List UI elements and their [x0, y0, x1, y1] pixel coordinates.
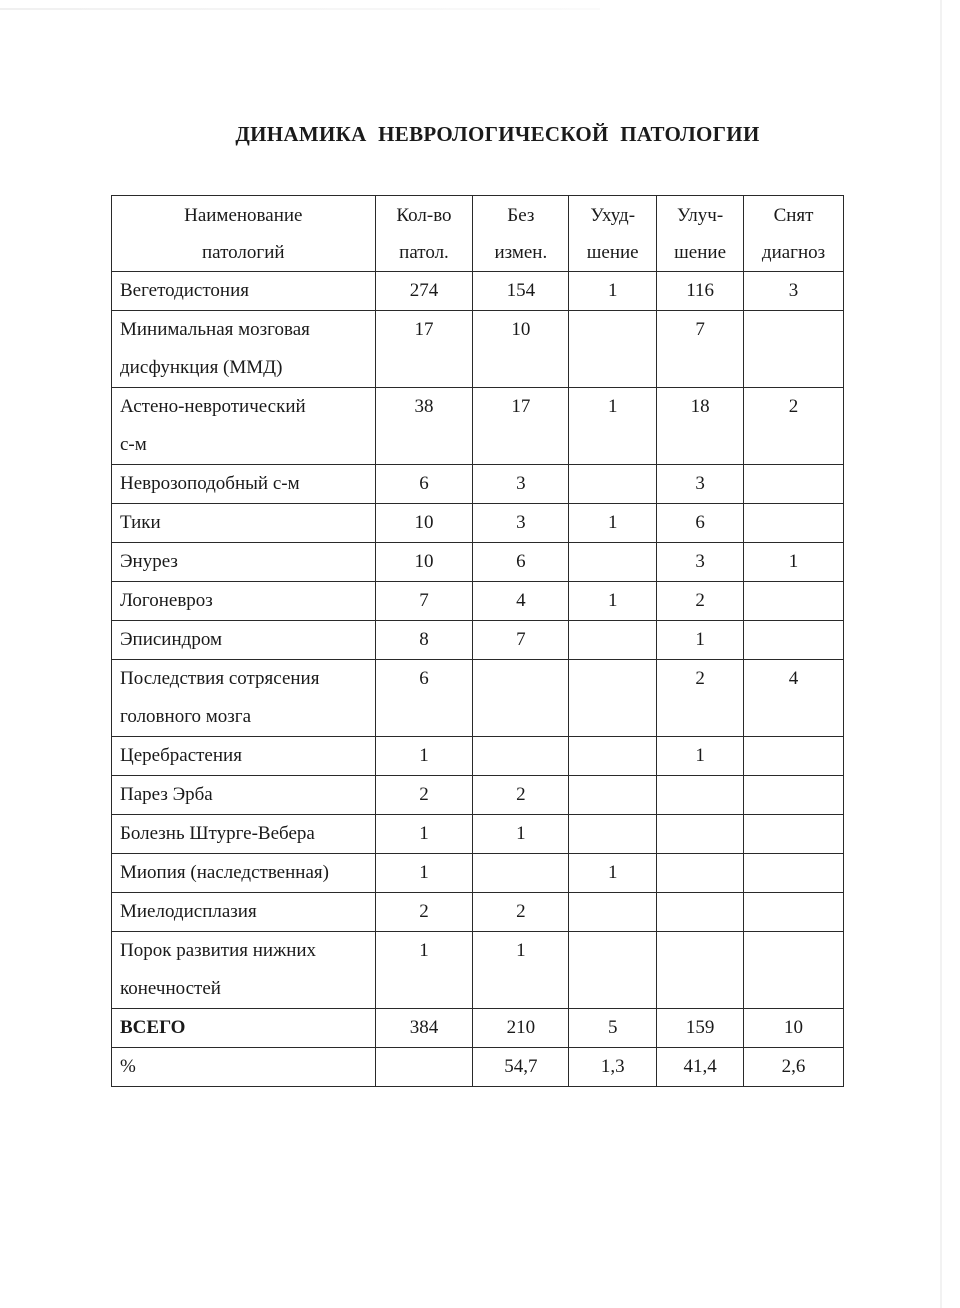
cell-pathology-name: [112, 932, 376, 1009]
cell-pathology-name: [112, 1048, 376, 1087]
table-row: [112, 311, 844, 388]
cell-no-change: 210: [473, 1009, 569, 1048]
cell-name-line: дисфункция (ММД): [120, 357, 283, 378]
cell-pathology-name: [112, 776, 376, 815]
cell-removed: [744, 737, 844, 776]
table-row: [112, 388, 844, 465]
cell-pathology-name: [112, 737, 376, 776]
cell-removed: 2: [744, 388, 844, 465]
cell-no-change: 6: [473, 543, 569, 582]
cell-removed: [744, 311, 844, 388]
cell-worse: [569, 893, 657, 932]
cell-better: [657, 776, 744, 815]
cell-count: 1: [375, 815, 473, 854]
cell-count: 1: [375, 737, 473, 776]
cell-pathology-name: [112, 893, 376, 932]
cell-name-line: Последствия сотрясения: [120, 668, 320, 689]
cell-better: [657, 815, 744, 854]
cell-better: 6: [657, 504, 744, 543]
cell-count: 274: [375, 272, 473, 311]
table-row: [112, 660, 844, 737]
cell-name-line: с-м: [120, 434, 147, 455]
cell-no-change: 154: [473, 272, 569, 311]
cell-removed: 4: [744, 660, 844, 737]
cell-no-change: 10: [473, 311, 569, 388]
cell-no-change: 3: [473, 465, 569, 504]
cell-better: [657, 854, 744, 893]
cell-worse: 1: [569, 388, 657, 465]
cell-removed: [744, 893, 844, 932]
cell-pathology-name: [112, 1009, 376, 1048]
cell-worse: [569, 543, 657, 582]
table-row: [112, 272, 844, 311]
cell-worse: 1: [569, 504, 657, 543]
cell-better: 159: [657, 1009, 744, 1048]
cell-worse: [569, 465, 657, 504]
cell-removed: [744, 932, 844, 1009]
table-row: [112, 1009, 844, 1048]
cell-count: 6: [375, 660, 473, 737]
cell-worse: [569, 311, 657, 388]
cell-better: [657, 932, 744, 1009]
table-row: [112, 621, 844, 660]
cell-name-line: Логоневроз: [120, 590, 213, 611]
page-title: ДИНАМИКА НЕВРОЛОГИЧЕСКОЙ ПАТОЛОГИИ: [235, 122, 760, 146]
table-row: [112, 854, 844, 893]
cell-count: 10: [375, 504, 473, 543]
header-removed: Снят диагноз: [744, 196, 844, 272]
cell-worse: 1,3: [569, 1048, 657, 1087]
cell-name-line: ВСЕГО: [120, 1017, 186, 1038]
table-row: [112, 776, 844, 815]
table-row: [112, 504, 844, 543]
cell-pathology-name: [112, 465, 376, 504]
scan-edge-right: [940, 0, 942, 1308]
cell-name-line: Миопия (наследственная): [120, 862, 329, 883]
cell-removed: [744, 776, 844, 815]
cell-pathology-name: [112, 660, 376, 737]
cell-no-change: [473, 854, 569, 893]
cell-no-change: 4: [473, 582, 569, 621]
pathology-table: [111, 195, 844, 1087]
cell-name-line: головного мозга: [120, 706, 252, 727]
cell-count: [375, 1048, 473, 1087]
cell-removed: [744, 504, 844, 543]
cell-no-change: 2: [473, 893, 569, 932]
header-name: Наименование патологий: [112, 196, 376, 272]
table-header-row: [112, 196, 844, 272]
cell-count: 2: [375, 776, 473, 815]
cell-name-line: Энурез: [120, 551, 178, 572]
cell-better: 1: [657, 737, 744, 776]
cell-no-change: 1: [473, 932, 569, 1009]
table-row: [112, 543, 844, 582]
header-count: Кол-во патол.: [375, 196, 473, 272]
cell-pathology-name: [112, 388, 376, 465]
cell-removed: 3: [744, 272, 844, 311]
cell-name-line: Парез Эрба: [120, 784, 213, 805]
cell-no-change: 54,7: [473, 1048, 569, 1087]
cell-name-line: Астено-невротический: [120, 396, 306, 417]
cell-count: 1: [375, 932, 473, 1009]
cell-removed: 10: [744, 1009, 844, 1048]
cell-name-line: Церебрастения: [120, 745, 242, 766]
cell-removed: 1: [744, 543, 844, 582]
cell-no-change: 3: [473, 504, 569, 543]
cell-pathology-name: [112, 582, 376, 621]
table-row: [112, 932, 844, 1009]
cell-name-line: Вегетодистония: [120, 280, 249, 301]
cell-pathology-name: [112, 272, 376, 311]
cell-worse: [569, 660, 657, 737]
cell-worse: [569, 737, 657, 776]
cell-pathology-name: [112, 621, 376, 660]
table-body: [112, 272, 844, 1087]
cell-better: 3: [657, 543, 744, 582]
cell-worse: 1: [569, 854, 657, 893]
cell-name-line: Эписиндром: [120, 629, 222, 650]
cell-name-line: Минимальная мозговая: [120, 319, 310, 340]
cell-removed: [744, 621, 844, 660]
cell-pathology-name: [112, 854, 376, 893]
cell-count: 7: [375, 582, 473, 621]
table-row: [112, 893, 844, 932]
table-row: [112, 1048, 844, 1087]
cell-worse: [569, 776, 657, 815]
header-better: Улуч- шение: [657, 196, 744, 272]
cell-pathology-name: [112, 504, 376, 543]
cell-name-line: Болезнь Штурге-Вебера: [120, 823, 315, 844]
cell-better: 41,4: [657, 1048, 744, 1087]
cell-count: 17: [375, 311, 473, 388]
header-no-change: Без измен.: [473, 196, 569, 272]
cell-worse: 1: [569, 272, 657, 311]
cell-worse: 5: [569, 1009, 657, 1048]
cell-removed: 2,6: [744, 1048, 844, 1087]
cell-better: 2: [657, 660, 744, 737]
scan-edge-top: [0, 8, 600, 10]
cell-name-line: Миелодисплазия: [120, 901, 257, 922]
cell-name-line: Неврозоподобный с-м: [120, 473, 300, 494]
table-row: [112, 582, 844, 621]
cell-worse: [569, 815, 657, 854]
cell-no-change: [473, 737, 569, 776]
cell-count: 10: [375, 543, 473, 582]
cell-better: 3: [657, 465, 744, 504]
table-row: [112, 737, 844, 776]
cell-no-change: 17: [473, 388, 569, 465]
cell-better: 2: [657, 582, 744, 621]
cell-no-change: 7: [473, 621, 569, 660]
cell-count: 8: [375, 621, 473, 660]
cell-removed: [744, 815, 844, 854]
cell-name-line: Тики: [120, 512, 161, 533]
cell-no-change: 1: [473, 815, 569, 854]
cell-removed: [744, 582, 844, 621]
cell-better: 1: [657, 621, 744, 660]
cell-better: 18: [657, 388, 744, 465]
cell-no-change: [473, 660, 569, 737]
cell-count: 38: [375, 388, 473, 465]
cell-pathology-name: [112, 815, 376, 854]
cell-removed: [744, 465, 844, 504]
cell-name-line: конечностей: [120, 978, 221, 999]
cell-pathology-name: [112, 311, 376, 388]
cell-name-line: %: [120, 1056, 136, 1077]
cell-worse: [569, 932, 657, 1009]
table-row: [112, 815, 844, 854]
cell-count: 384: [375, 1009, 473, 1048]
cell-worse: [569, 621, 657, 660]
cell-count: 1: [375, 854, 473, 893]
table-row: [112, 465, 844, 504]
cell-no-change: 2: [473, 776, 569, 815]
cell-count: 6: [375, 465, 473, 504]
cell-pathology-name: [112, 543, 376, 582]
cell-count: 2: [375, 893, 473, 932]
cell-better: 116: [657, 272, 744, 311]
cell-name-line: Порок развития нижних: [120, 940, 317, 961]
header-worse: Ухуд- шение: [569, 196, 657, 272]
cell-better: [657, 893, 744, 932]
cell-better: 7: [657, 311, 744, 388]
cell-worse: 1: [569, 582, 657, 621]
cell-removed: [744, 854, 844, 893]
